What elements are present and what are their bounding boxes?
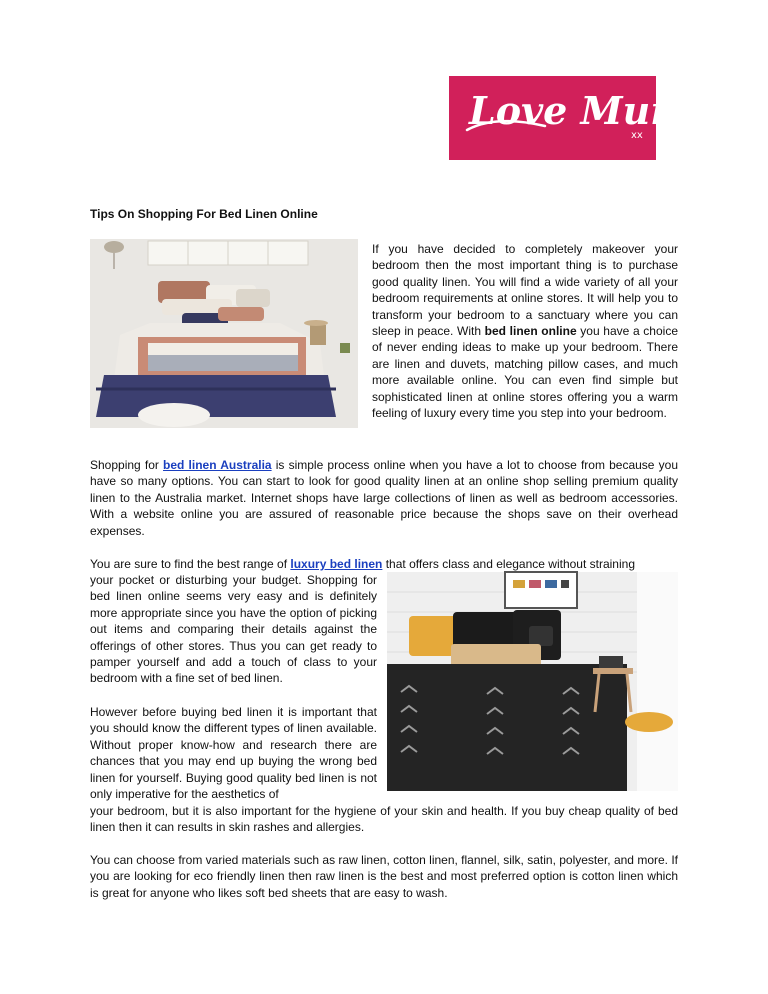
- bed-linen-australia-link[interactable]: bed linen Australia: [163, 458, 272, 472]
- materials-paragraph: You can choose from varied materials such as raw linen, cotton linen, flannel, silk, satin, polyester, and more. If you are looking for eco friendly linen then raw linen is the best and most preferred option is cotton linen which is great for anyone who likes soft bed sheets that are easy to wash.: [90, 853, 678, 900]
- para3-text-after: that offers class and elegance without straining: [382, 557, 635, 571]
- logo-wordmark: [449, 76, 691, 160]
- shopping-paragraph: [90, 457, 678, 539]
- intro-text-2: you have a choice of never ending ideas to make up your bedroom. There are linen and duvets, matching pillow cases, and much more available online. You can even find simple but sophisticated linen at online stores offering you a warm feeling of luxury every time you step into your bedroom.: [372, 324, 678, 421]
- para2-text-before: Shopping for: [90, 458, 164, 472]
- intro-bold-keyword: bed linen online: [484, 324, 577, 339]
- para2-text-after: is simple process online when you have a lot to choose from because you have so many options. You can start to look for good quality linen at an online shop selling premium quality linen to the Australia market. Internet shops have large collections of linen as well as bedroom accessories. With a website online you are assured of reasonable price because the shops save on their overhead expenses.: [90, 458, 678, 538]
- intro-paragraph: [372, 241, 678, 421]
- brand-logo: [449, 76, 691, 160]
- linen-types-paragraph-body: However before buying bed linen it is important that you should know the different types of linen available. Without proper know-how and research there are chances that you may end up buying the wrong bed linen for yourself. Buying good quality bed linen is not only imperative for the aesthetics of: [90, 705, 377, 802]
- luxury-bed-linen-link[interactable]: luxury bed linen: [290, 557, 383, 571]
- para3-text-before: You are sure to find the best range of: [90, 557, 291, 571]
- page-title: Tips On Shopping For Bed Linen Online: [90, 207, 318, 221]
- luxury-paragraph-body: your pocket or disturbing your budget. Shopping for bed linen online seems very easy and is definitely more appropriate since you have the option of picking out items and comparing their details against the offerings of other stores. Thus you can get ready to pamper yourself and add a touch of class to your bedroom with a fine set of bed linen.: [90, 573, 377, 686]
- linen-types-paragraph-end: your bedroom, but it is also important for the hygiene of your skin and health. If you buy cheap quality of bed linen then it can results in skin rashes and allergies.: [90, 804, 678, 835]
- bedroom-photo-1: [90, 239, 358, 428]
- bedroom-photo-2: [387, 572, 678, 791]
- logo-mark: xx: [631, 130, 643, 141]
- logo-text: Love Mum: [469, 88, 691, 133]
- luxury-paragraph-first-line: [90, 556, 678, 572]
- intro-text-1: If you have decided to completely makeover your bedroom then the most important thing is to purchase good quality linen. You will find a wide variety of all your bedroom requirements at online stores. It will help you to transform your bedroom to a sanctuary where you can sleep in peace. With: [372, 242, 678, 339]
